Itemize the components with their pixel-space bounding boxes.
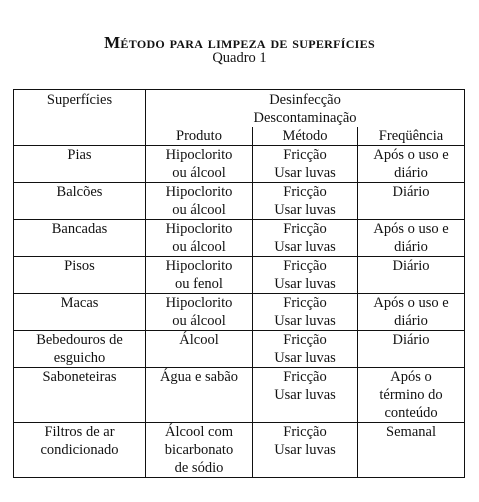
cell-surface: Bancadas	[14, 220, 146, 257]
header-method: Método	[253, 127, 358, 146]
cleaning-methods-table	[13, 89, 465, 478]
cell-product: Álcool com bicarbonato de sódio	[146, 423, 253, 478]
header-blank	[14, 127, 146, 146]
cell-surface: Saboneteiras	[14, 368, 146, 423]
header-disinfection-group	[146, 90, 465, 128]
table-row	[14, 220, 465, 257]
header-surfaces: Superfícies	[14, 90, 146, 128]
cell-surface: Macas	[14, 294, 146, 331]
cell-product: Hipoclorito ou álcool	[146, 294, 253, 331]
table-row	[14, 146, 465, 183]
table-row	[14, 331, 465, 368]
cell-frequency: Diário	[358, 331, 465, 368]
cell-surface: Pisos	[14, 257, 146, 294]
cell-method: Fricção Usar luvas	[253, 331, 358, 368]
cell-frequency: Após o término do conteúdo	[358, 368, 465, 423]
table-row	[14, 423, 465, 478]
cell-surface: Pias	[14, 146, 146, 183]
header-disinfection: Desinfecção	[269, 92, 341, 108]
cell-product: Água e sabão	[146, 368, 253, 423]
cell-surface: Bebedouros de esguicho	[14, 331, 146, 368]
cell-method: Fricção Usar luvas	[253, 368, 358, 423]
cell-product: Álcool	[146, 331, 253, 368]
table-row	[14, 368, 465, 423]
cell-frequency: Após o uso e diário	[358, 294, 465, 331]
cell-frequency: Diário	[358, 183, 465, 220]
table-row	[14, 257, 465, 294]
cell-method: Fricção Usar luvas	[253, 220, 358, 257]
table-caption: Quadro 1	[212, 50, 267, 66]
cell-product: Hipoclorito ou álcool	[146, 220, 253, 257]
cell-frequency: Após o uso e diário	[358, 220, 465, 257]
cell-product: Hipoclorito ou álcool	[146, 146, 253, 183]
page-title: Método para limpeza de superfícies	[104, 33, 375, 52]
cell-surface: Balcões	[14, 183, 146, 220]
cell-frequency: Diário	[358, 257, 465, 294]
cell-method: Fricção Usar luvas	[253, 294, 358, 331]
header-frequency: Freqüência	[358, 127, 465, 146]
cell-frequency: Semanal	[358, 423, 465, 478]
table-row	[14, 183, 465, 220]
cell-surface: Filtros de ar condicionado	[14, 423, 146, 478]
cell-frequency: Após o uso e diário	[358, 146, 465, 183]
header-product: Produto	[146, 127, 253, 146]
header-decontamination: Descontaminação	[253, 110, 357, 126]
cell-method: Fricção Usar luvas	[253, 423, 358, 478]
cell-method: Fricção Usar luvas	[253, 146, 358, 183]
cell-method: Fricção Usar luvas	[253, 183, 358, 220]
cell-product: Hipoclorito ou álcool	[146, 183, 253, 220]
cell-product: Hipoclorito ou fenol	[146, 257, 253, 294]
cell-method: Fricção Usar luvas	[253, 257, 358, 294]
table-row	[14, 294, 465, 331]
